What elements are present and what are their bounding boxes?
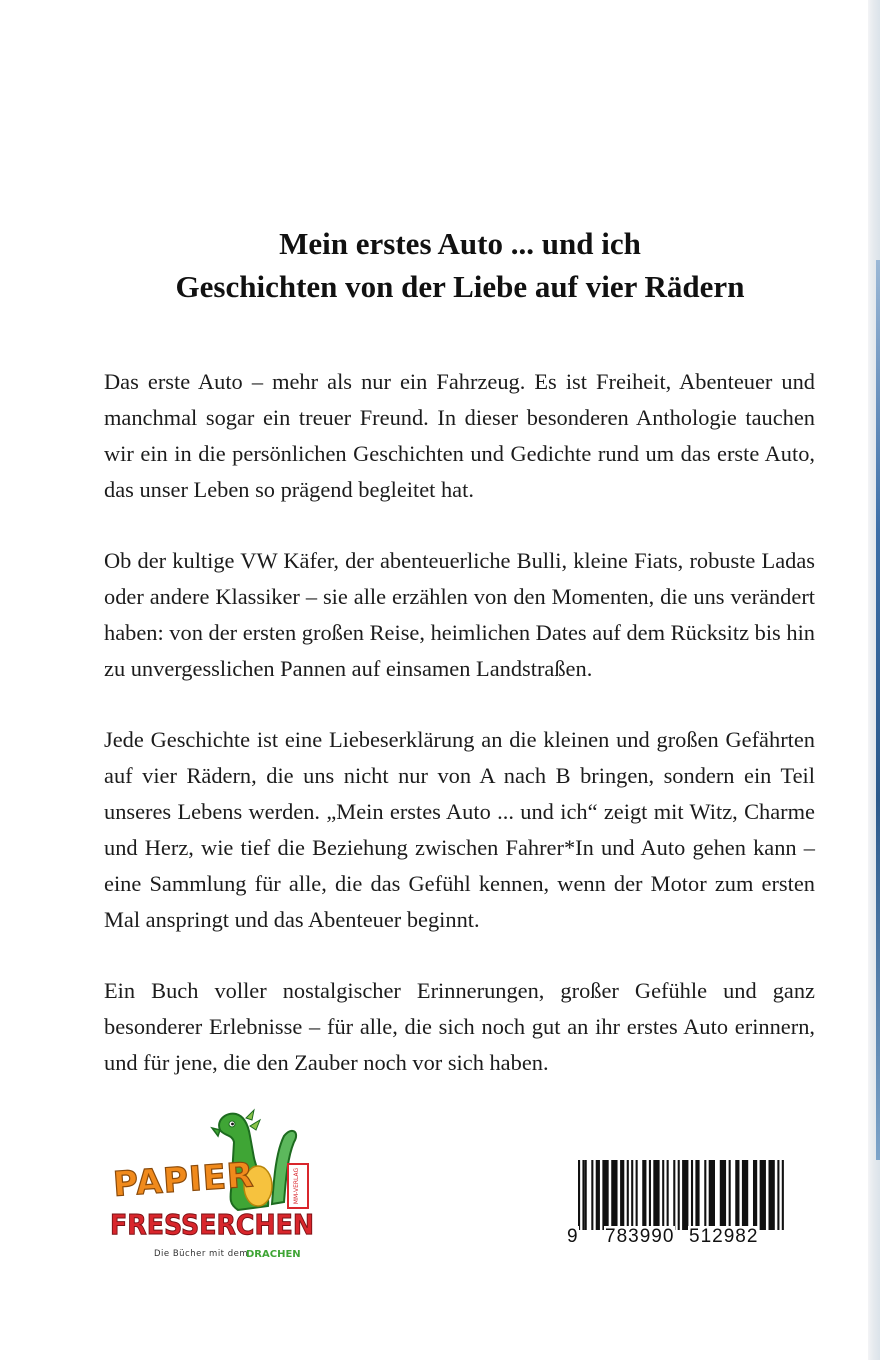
barcode-bar — [642, 1160, 646, 1230]
barcode-bar — [678, 1160, 680, 1230]
barcode-bar — [682, 1160, 688, 1230]
barcode-bar — [653, 1160, 659, 1230]
barcode-bar — [735, 1160, 739, 1230]
barcode-bar — [729, 1160, 731, 1230]
barcode-bar — [631, 1160, 633, 1230]
logo-word-fresserchen: FRESSERCHEN — [110, 1208, 314, 1241]
barcode-bar — [753, 1160, 757, 1230]
isbn-group-right: 512982 — [689, 1226, 759, 1247]
barcode-bar — [709, 1160, 715, 1230]
publisher-logo — [108, 1106, 318, 1276]
badge-text: MM-VERLAG — [293, 1167, 300, 1205]
blurb — [104, 364, 815, 1116]
blurb-paragraph: Ob der kultige VW Käfer, der abenteuerliche Bulli, kleine Fiats, robuste Ladas oder andere Klassiker – sie alle erzählen von den Momenten, die uns verändert haben: von der ersten großen Reise, heimlichen Dates auf dem Rücksitz bis hin zu unvergesslichen Pannen auf einsamen Landstraßen. — [104, 548, 815, 681]
barcode-bar — [596, 1160, 600, 1230]
spine-color-accent — [876, 260, 880, 1160]
barcode-bar — [636, 1160, 638, 1230]
blurb-paragraph: Jede Geschichte ist eine Liebeserklärung an die kleinen und großen Gefährten auf vier Rädern, die uns nicht nur von A nach B bringen, sondern ein Teil unseres Lebens werden. „Mein erstes Auto ... und ich“ zeigt mit Witz, Charme und Herz, wie tief die Beziehung zwischen Fahrer*In und Auto gehen kann – eine Sammlung für alle, die das Gefühl kennen, wenn der Motor zum ersten Mal anspringt und das Abenteuer beginnt. — [104, 727, 815, 932]
book-title — [60, 222, 860, 308]
barcode-bar — [602, 1160, 608, 1230]
isbn-group-left: 783990 — [605, 1226, 675, 1247]
barcode-bar — [578, 1160, 580, 1230]
barcode-bar — [667, 1160, 669, 1230]
barcode-bar — [611, 1160, 617, 1230]
isbn-digit-first: 9 — [567, 1226, 578, 1247]
logo-word-papier: PAPIER — [111, 1155, 256, 1205]
barcode-bar — [591, 1160, 593, 1230]
logo-tagline: Die Bücher mit dem — [154, 1249, 249, 1259]
title-line-1: Mein erstes Auto ... und ich — [279, 226, 641, 261]
blurb-paragraph: Ein Buch voller nostalgischer Erinnerungen, großer Gefühle und ganz besonderer Erlebnisse – für alle, die sich noch gut an ihr erstes Auto erinnern, und für jene, die den Zauber noch vor sich haben. — [104, 978, 815, 1075]
blurb-paragraph: Das erste Auto – mehr als nur ein Fahrzeug. Es ist Freiheit, Abenteuer und manchmal sogar ein treuer Freund. In dieser besonderen Anthologie tauchen wir ein in die persönlichen Geschichten und Gedichte rund um das erste Auto, das unser Leben so prägend begleitet hat. — [104, 369, 815, 502]
barcode-bar — [742, 1160, 748, 1230]
barcode-bar — [777, 1160, 779, 1230]
barcode-bar — [649, 1160, 651, 1230]
title-line-2: Geschichten von der Liebe auf vier Rädern — [175, 269, 745, 304]
barcode-bar — [768, 1160, 774, 1230]
barcode-bar — [691, 1160, 693, 1230]
barcode-bar — [782, 1160, 784, 1230]
isbn-number — [566, 1226, 784, 1250]
barcode-bar — [704, 1160, 706, 1230]
barcode-bar — [627, 1160, 629, 1230]
barcode-bar — [582, 1160, 584, 1230]
barcode-bar — [695, 1160, 699, 1230]
barcode-bar — [673, 1160, 675, 1230]
barcode-bar — [585, 1160, 587, 1230]
barcode-bar — [620, 1160, 624, 1230]
barcode-bar — [662, 1160, 664, 1230]
barcode-bar — [720, 1160, 726, 1230]
barcode-bar — [760, 1160, 766, 1230]
logo-tagline-highlight: DRACHEN — [246, 1249, 301, 1260]
